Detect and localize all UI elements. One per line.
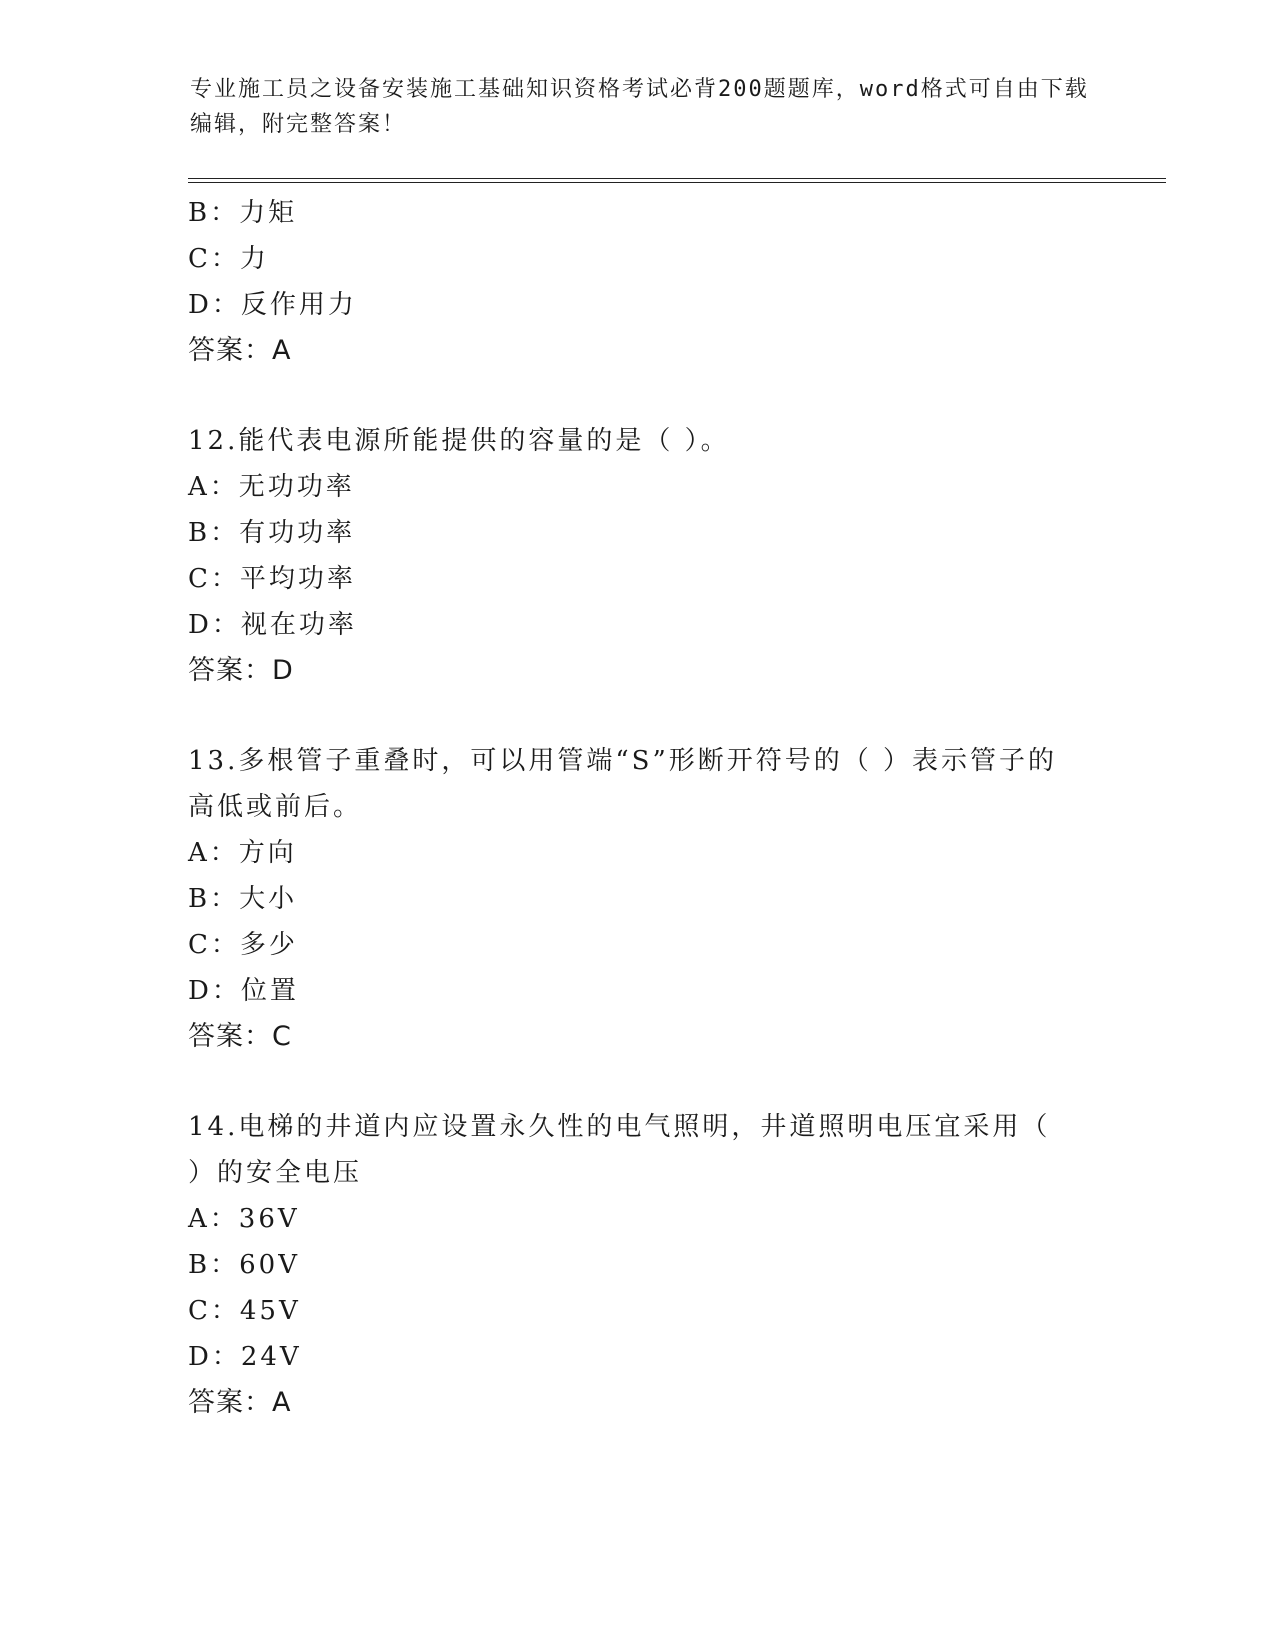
question-stem-line-2: ）的安全电压	[188, 1158, 363, 1188]
option-a: A：无功功率	[188, 472, 355, 502]
option-a: A：方向	[188, 838, 297, 868]
question-stem-line-2: 高低或前后。	[188, 792, 363, 822]
option-c: C：力	[188, 244, 269, 274]
option-d: D：视在功率	[188, 610, 357, 640]
option-a: A：36V	[188, 1204, 300, 1234]
option-c: C：多少	[188, 930, 298, 960]
header-divider-top	[188, 178, 1166, 179]
question-list	[188, 190, 1088, 1426]
answer: 答案：A	[188, 335, 292, 366]
option-b: B：大小	[188, 884, 298, 914]
option-b: B：60V	[188, 1250, 300, 1280]
option-d: D：24V	[188, 1342, 302, 1372]
document-header	[190, 72, 1090, 142]
answer: 答案：C	[188, 1021, 292, 1052]
question-stem: 12.能代表电源所能提供的容量的是（ ）。	[188, 426, 730, 456]
answer: 答案：D	[188, 655, 294, 686]
option-b: B：力矩	[188, 198, 298, 228]
option-c: C：平均功率	[188, 564, 356, 594]
question-stem-line-1: 14.电梯的井道内应设置永久性的电气照明，井道照明电压宜采用（	[188, 1112, 1051, 1142]
header-title: 专业施工员之设备安装施工基础知识资格考试必背200题题库，word格式可自由下载编辑，附完整答案！	[190, 77, 1089, 137]
question-stem-line-1: 13.多根管子重叠时，可以用管端“S”形断开符号的（ ）表示管子的	[188, 746, 1058, 776]
header-divider-bottom	[188, 182, 1166, 183]
option-b: B：有功功率	[188, 518, 356, 548]
question-14	[188, 1104, 1088, 1426]
option-d: D：反作用力	[188, 290, 357, 320]
question-12	[188, 418, 1088, 694]
option-d: D：位置	[188, 976, 299, 1006]
question-11-tail	[188, 190, 1088, 374]
question-13	[188, 738, 1088, 1060]
answer: 答案：A	[188, 1387, 292, 1418]
option-c: C：45V	[188, 1296, 301, 1326]
